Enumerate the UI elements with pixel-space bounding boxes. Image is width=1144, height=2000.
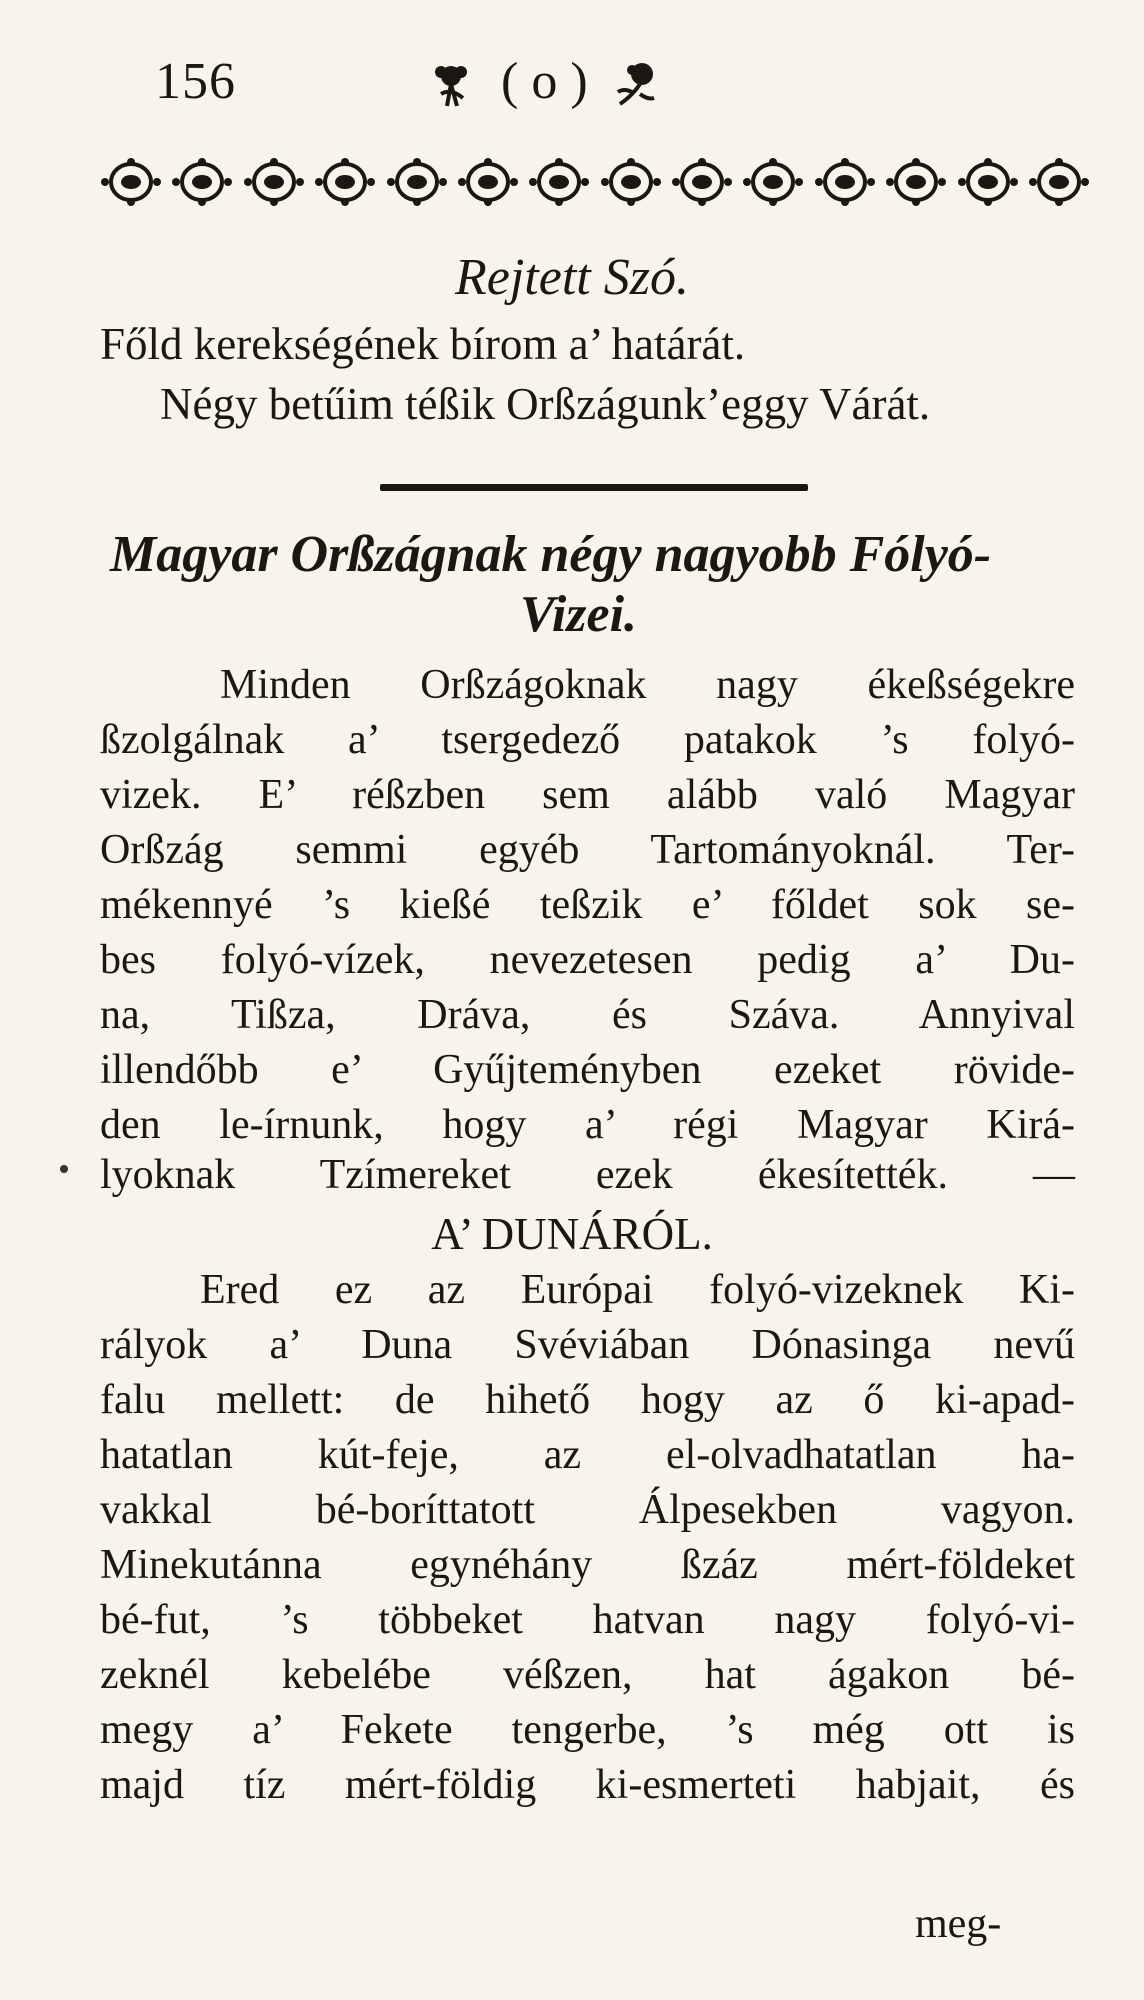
bead-ornament-icon — [457, 154, 519, 210]
bead-ornament-icon — [171, 154, 233, 210]
bead-ornament-icon — [957, 154, 1019, 210]
bead-ornament-icon — [742, 154, 804, 210]
body-line: zeknél kebelébe véßzen, hat ágakon bé- — [100, 1652, 1075, 1698]
body-line: falu mellett: de hihető hogy az ő ki-apad- — [100, 1377, 1075, 1423]
bead-ornament-icon — [885, 154, 947, 210]
body-line: mékennyé ’s kießé teßzik e’ főldet sok se- — [100, 882, 1075, 928]
section-title: Magyar Orßzágnak négy nagyobb Fólyó- — [110, 526, 992, 583]
body-line: megy a’ Fekete tengerbe, ’s még ott is — [100, 1707, 1075, 1753]
body-line: vizek. E’ réßzben sem alább való Magyar — [100, 772, 1075, 818]
page-number: 156 — [155, 53, 236, 110]
body-line: lyoknak Tzímereket ezek ékesítették. — — [100, 1152, 1075, 1198]
bead-ornament-icon — [671, 154, 733, 210]
section-divider — [380, 484, 808, 491]
page-header — [155, 52, 1075, 132]
body-line: bes folyó-vízek, nevezetesen pedig a’ Du- — [100, 937, 1075, 983]
ink-speck — [60, 1165, 68, 1173]
bead-ornament-icon — [386, 154, 448, 210]
bead-ornament-icon — [600, 154, 662, 210]
bead-chain-ornament — [100, 150, 1090, 214]
bead-ornament-icon — [243, 154, 305, 210]
body-line: hatatlan kút-feje, az el-olvadhatatlan ha- — [100, 1432, 1075, 1478]
body-line: Minekutánna egynéhány ßzáz mért-földeket — [100, 1542, 1075, 1588]
body-line: Ered ez az Európai folyó-vizeknek Ki- — [200, 1267, 1075, 1313]
body-line: majd tíz mért-földig ki-esmerteti habjait, és — [100, 1762, 1075, 1808]
flower-ornament-icon — [423, 54, 479, 110]
header-mark — [423, 52, 666, 111]
flower-ornament-icon — [610, 54, 666, 110]
subheading: A’ DUNÁRÓL. — [431, 1209, 713, 1259]
body-line: rályok a’ Duna Svéviában Dónasinga nevű — [100, 1322, 1075, 1368]
body-line: illendőbb e’ Gyűjteményben ezeket rövide- — [100, 1047, 1075, 1093]
section-title-continuation: Vizei. — [520, 586, 638, 643]
center-mark: ( o ) — [501, 53, 588, 110]
body-line: na, Tißza, Dráva, és Száva. Annyival — [100, 992, 1075, 1038]
riddle-line-1: Főld kerekségének bírom a’ határát. — [100, 319, 746, 369]
riddle-line-2: Négy betűim téßik Orßzágunk’eggy Várát. — [160, 379, 931, 429]
bead-ornament-icon — [1028, 154, 1090, 210]
bead-ornament-icon — [814, 154, 876, 210]
body-line: ßzolgálnak a’ tsergedező patakok ’s folyó- — [100, 717, 1075, 763]
body-line: bé-fut, ’s többeket hatvan nagy folyó-vi- — [100, 1597, 1075, 1643]
body-line: vakkal bé-boríttatott Álpesekben vagyon. — [100, 1487, 1075, 1533]
bead-ornament-icon — [100, 154, 162, 210]
bead-ornament-icon — [314, 154, 376, 210]
body-line: Minden Orßzágoknak nagy ékeßségekre — [220, 662, 1075, 708]
bead-ornament-icon — [528, 154, 590, 210]
catchword: meg- — [915, 1901, 1002, 1947]
body-line: Orßzág semmi egyéb Tartományoknál. Ter- — [100, 827, 1075, 873]
riddle-title: Rejtett Szó. — [455, 249, 689, 306]
body-line: den le-írnunk, hogy a’ régi Magyar Kirá- — [100, 1102, 1075, 1148]
